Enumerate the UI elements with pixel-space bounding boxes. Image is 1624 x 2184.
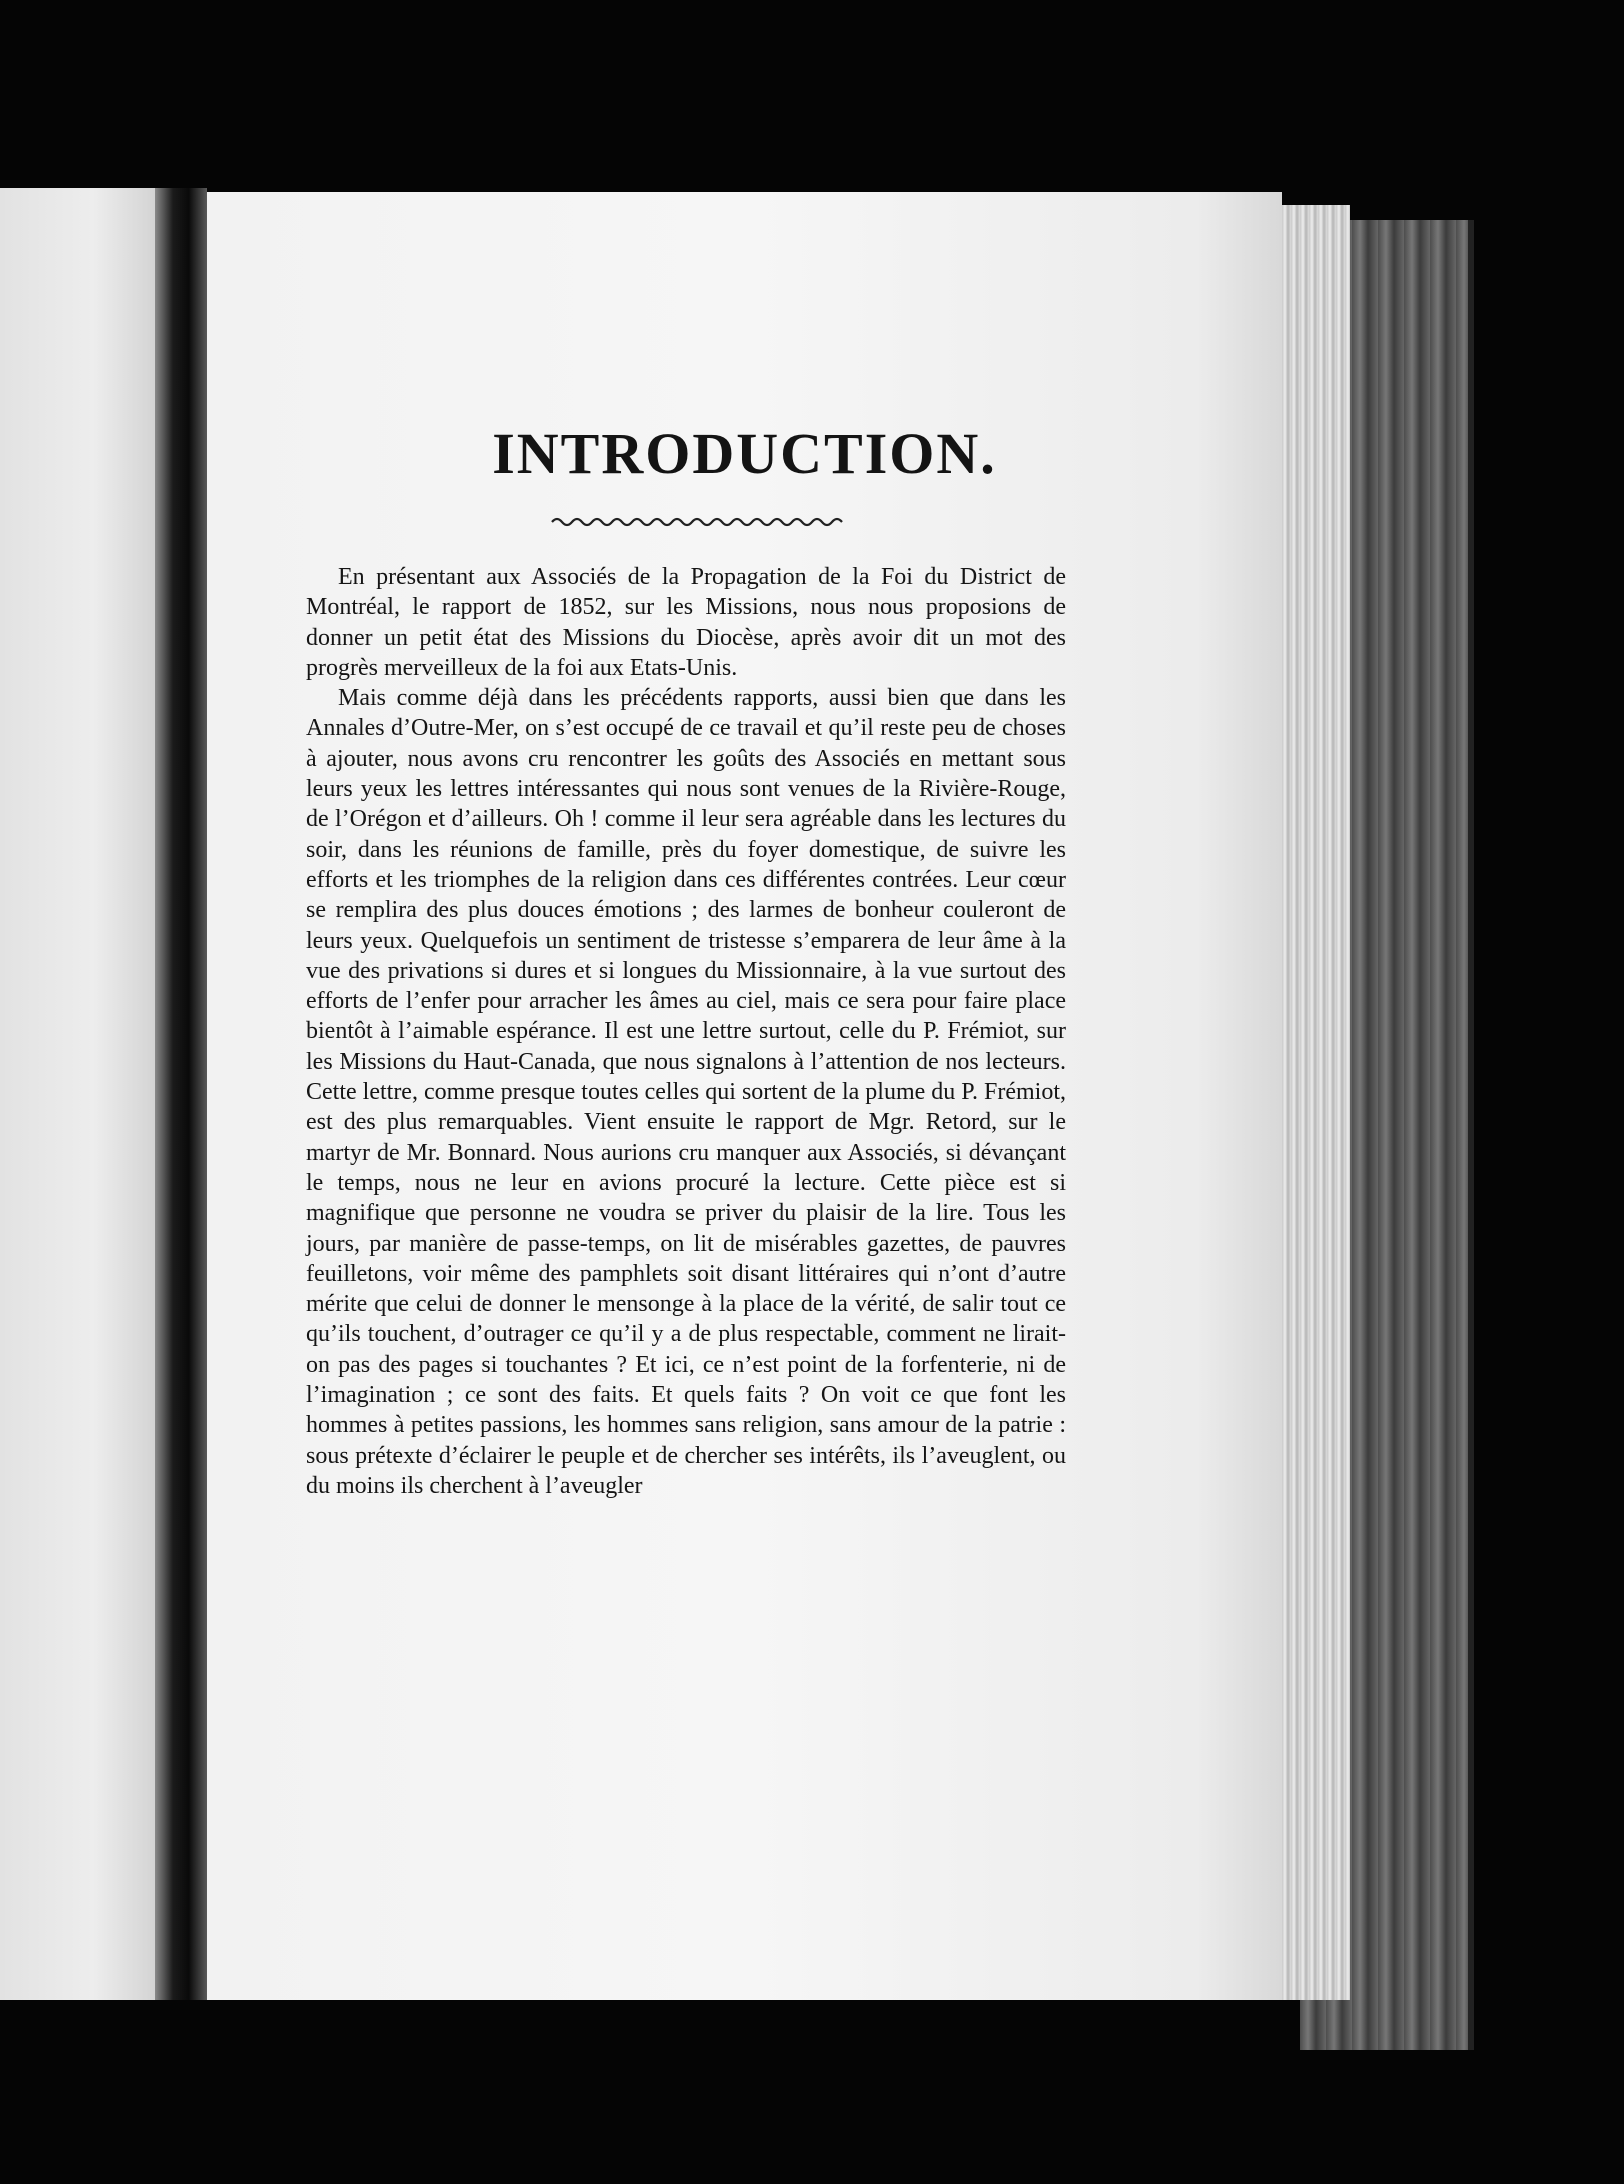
facing-page [0,188,155,2000]
page-edges [1282,205,1350,2000]
book-gutter [155,188,207,2000]
page-title: INTRODUCTION. [492,421,997,486]
paragraph: En présentant aux Associés de la Propagation de la Foi du District de Montréal, le rapport de 1852, sur les Missions, nous nous proposions de donner un petit état des Missions du Diocèse, après avoir dit un mot des progrès merveilleux de la foi aux Etats-Unis. [306,564,1066,681]
ornamental-rule [548,510,848,534]
paragraph: Mais comme déjà dans les précédents rapports, aussi bien que dans les Annales d’Outre-Mer, on s’est occupé de ce travail et qu’il reste peu de choses à ajouter, nous avons cru rencontrer les goûts des Associés en mettant sous leurs yeux les lettres intéressantes qui nous sont venues de la Rivière-Rouge, de l’Orégon et d’ailleurs. Oh ! comme il leur sera agréable dans les lectures du soir, dans les réunions de famille, près du foyer domestique, de suivre les efforts et les triomphes de la religion dans ces différentes contrées. Leur cœur se remplira des plus douces émotions ; des larmes de bonheur couleront de leurs yeux. Quelquefois un sentiment de tristesse s’emparera de leur âme à la vue des privations si dures et si longues du Missionnaire, à la vue surtout des efforts de l’enfer pour arracher les âmes au ciel, mais ce sera pour faire place bientôt à l’aimable espérance. Il est une lettre surtout, celle du P. Frémiot, sur les Missions du Haut-Canada, que nous signalons à l’attention de nos lecteurs. Cette lettre, comme presque toutes celles qui sortent de la plume du P. Frémiot, est des plus remarquables. Vient ensuite le rapport de Mgr. Retord, sur le martyr de Mr. Bonnard. Nous aurions cru manquer aux Associés, si dévançant le temps, nous ne leur en avions procuré la lecture. Cette pièce est si magnifique que personne ne voudra se priver du plaisir de la lire. Tous les jours, par manière de passe-temps, on lit de misérables gazettes, de pauvres feuilletons, voir même des pamphlets soit disant littéraires qui n’ont d’autre mérite que celui de donner le mensonge à la place de la vérité, de salir tout ce qu’ils touchent, d’outrager ce qu’il y a de plus respectable, comment ne lirait-on pas des pages si touchantes ? Et ici, ce n’est point de la forfenterie, ni de l’imagination ; ce sont des faits. Et quels faits ? On voit ce que font les hommes à petites passions, les hommes sans religion, sans amour de la patrie : sous prétexte d’éclairer le peuple et de chercher ses intérêts, ils l’aveuglent, ou du moins ils cherchent à l’aveugler [306,685,1066,1499]
body-text [306,562,1066,1501]
